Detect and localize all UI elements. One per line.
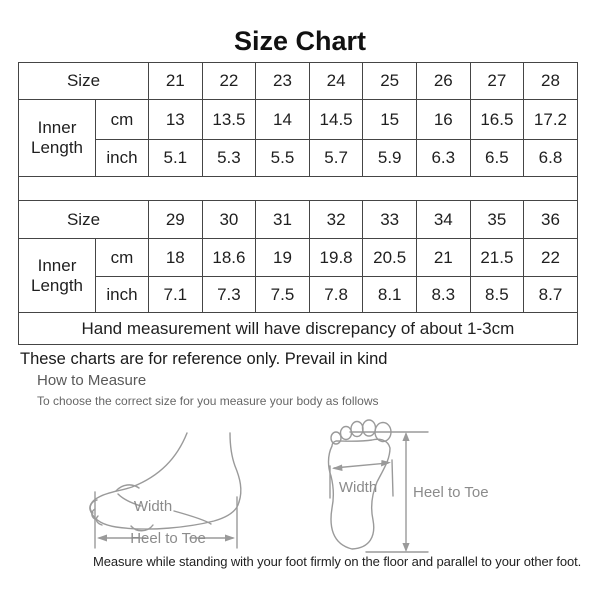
- inch-value: 8.1: [363, 277, 417, 313]
- measure-instruction: To choose the correct size for you measure your body as follows: [37, 394, 379, 408]
- inch-value: 7.5: [256, 277, 310, 313]
- lower-size-row: [19, 201, 578, 239]
- cm-value: 15: [363, 100, 417, 140]
- size-value: 22: [202, 63, 256, 100]
- cm-value: 22: [524, 239, 578, 277]
- how-to-measure-heading: How to Measure: [37, 372, 147, 389]
- inch-unit-label: inch: [96, 140, 149, 177]
- inch-unit-label: inch: [96, 277, 149, 313]
- cm-value: 13: [149, 100, 203, 140]
- size-value: 26: [416, 63, 470, 100]
- upper-inch-row: [19, 140, 578, 177]
- upper-size-row: [19, 63, 578, 100]
- inch-value: 7.1: [149, 277, 203, 313]
- lower-cm-row: [19, 239, 578, 277]
- cm-value: 16: [416, 100, 470, 140]
- size-header-label: Size: [19, 201, 149, 239]
- cm-value: 20.5: [363, 239, 417, 277]
- inch-value: 7.8: [309, 277, 363, 313]
- cm-value: 19: [256, 239, 310, 277]
- inch-value: 8.5: [470, 277, 524, 313]
- cm-unit-label: cm: [96, 239, 149, 277]
- size-value: 24: [309, 63, 363, 100]
- size-chart-table: [18, 62, 578, 345]
- size-value: 23: [256, 63, 310, 100]
- size-value: 21: [149, 63, 203, 100]
- inch-value: 8.3: [416, 277, 470, 313]
- cm-value: 17.2: [524, 100, 578, 140]
- lower-inch-row: [19, 277, 578, 313]
- size-value: 31: [256, 201, 310, 239]
- size-value: 29: [149, 201, 203, 239]
- inch-value: 5.3: [202, 140, 256, 177]
- cm-value: 14.5: [309, 100, 363, 140]
- inch-value: 5.5: [256, 140, 310, 177]
- inch-value: 8.7: [524, 277, 578, 313]
- hand-measurement-note: Hand measurement will have discrepancy of about 1-3cm: [19, 313, 578, 345]
- size-value: 34: [416, 201, 470, 239]
- inch-value: 6.3: [416, 140, 470, 177]
- cm-value: 21: [416, 239, 470, 277]
- size-value: 27: [470, 63, 524, 100]
- size-header-label: Size: [19, 63, 149, 100]
- upper-cm-row: [19, 100, 578, 140]
- inch-value: 5.7: [309, 140, 363, 177]
- cm-value: 18.6: [202, 239, 256, 277]
- size-value: 36: [524, 201, 578, 239]
- top-view-width-label: Width: [338, 479, 378, 496]
- cm-value: 21.5: [470, 239, 524, 277]
- cm-value: 16.5: [470, 100, 524, 140]
- size-value: 30: [202, 201, 256, 239]
- side-view-width-label: Width: [133, 498, 173, 515]
- page-title: Size Chart: [233, 26, 367, 56]
- cm-value: 14: [256, 100, 310, 140]
- standing-measure-note: Measure while standing with your foot firmly on the floor and parallel to your other foot.: [93, 554, 582, 569]
- cm-value: 19.8: [309, 239, 363, 277]
- inch-value: 6.8: [524, 140, 578, 177]
- inch-value: 5.9: [363, 140, 417, 177]
- side-view-heel-to-toe-label: Heel to Toe: [130, 530, 206, 547]
- table-footnote-row: [19, 313, 578, 345]
- inch-value: 5.1: [149, 140, 203, 177]
- inner-length-label: Inner Length: [19, 100, 96, 177]
- inch-value: 6.5: [470, 140, 524, 177]
- cm-unit-label: cm: [96, 100, 149, 140]
- size-value: 28: [524, 63, 578, 100]
- cm-value: 13.5: [202, 100, 256, 140]
- spacer-cell: [19, 177, 578, 201]
- cm-value: 18: [149, 239, 203, 277]
- size-value: 35: [470, 201, 524, 239]
- inner-length-label: Inner Length: [19, 239, 96, 313]
- top-view-heel-to-toe-label: Heel to Toe: [413, 484, 489, 501]
- inch-value: 7.3: [202, 277, 256, 313]
- size-value: 25: [363, 63, 417, 100]
- spacer-row: [19, 177, 578, 201]
- size-value: 32: [309, 201, 363, 239]
- size-value: 33: [363, 201, 417, 239]
- reference-note: These charts are for reference only. Prevail in kind: [20, 350, 388, 368]
